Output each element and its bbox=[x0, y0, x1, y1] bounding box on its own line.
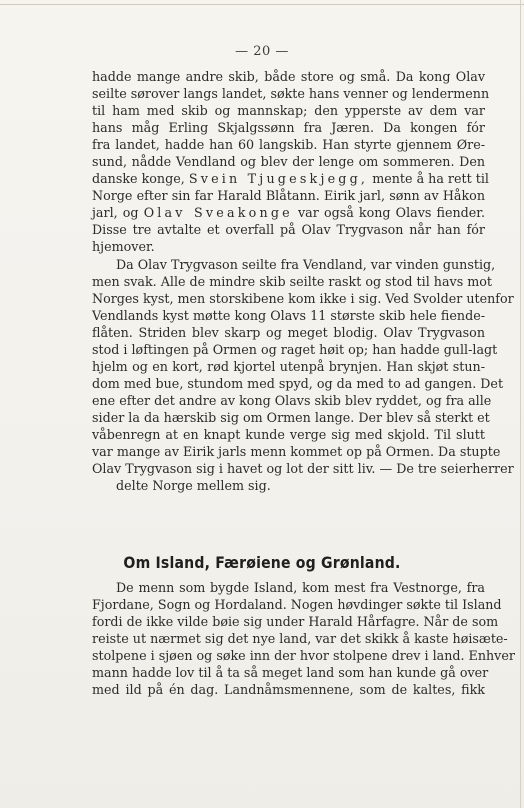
text-line: ene efter det andre av kong Olavs skib blev ryddet, og fra alle bbox=[92, 392, 492, 408]
text-line: til ham med skib og mannskap; den ypperste av dem var bbox=[92, 103, 485, 119]
text-fragment: danske konge, bbox=[92, 171, 185, 187]
text-line: seilte sørover langs landet, søkte hans venner og lendermenn bbox=[92, 86, 490, 102]
text-line: hadde mange andre skib, både store og små. Da kong Olav bbox=[92, 69, 485, 84]
text-line: Vendlands kyst møtte kong Olavs 11 største skib hele fiende- bbox=[92, 307, 485, 323]
text-line: Fjordane, Sogn og Hordaland. Nogen høvdinger søkte til Island bbox=[92, 597, 502, 613]
body-text-main bbox=[92, 68, 514, 494]
text-line: delte Norge mellem sig. bbox=[116, 478, 271, 494]
text-fragment: jarl, og bbox=[92, 205, 139, 221]
text-line: hjemover. bbox=[92, 239, 155, 255]
text-line bbox=[92, 204, 485, 221]
text-line: fra landet, hadde han 60 langskib. Han styrte gjennem Øre- bbox=[92, 137, 485, 153]
text-fragment: mente å ha rett til bbox=[372, 171, 489, 187]
text-line: Norges kyst, men storskibene kom ikke i sig. Ved Svolder utenfor bbox=[92, 290, 514, 306]
text-fragment: var også kong Olavs fiender. bbox=[298, 205, 485, 221]
text-line: mann hadde lov til å ta så meget land som han kunde gå over bbox=[92, 665, 489, 681]
section-heading: Om Island, Færøiene og Grønland. bbox=[123, 553, 401, 572]
text-line: reiste ut nærmet sig det nye land, var det skikk å kaste høisæte- bbox=[92, 631, 508, 647]
text-line: dom med bue, stundom med spyd, og da med to ad gangen. Det bbox=[92, 375, 504, 391]
text-line: Norge efter sin far Harald Blåtann. Eirik jarl, sønn av Håkon bbox=[92, 188, 485, 204]
page-right-edge bbox=[520, 0, 521, 808]
text-line: hans måg Erling Skjalgssønn fra Jæren. Da kongen fór bbox=[92, 120, 485, 136]
text-line: men svak. Alle de mindre skib seilte raskt og stod til havs mot bbox=[92, 273, 493, 289]
spaced-name-olav: Olav Sveakonge bbox=[143, 205, 293, 221]
text-line: Disse tre avtalte et overfall på Olav Trygvason når han fór bbox=[92, 222, 485, 238]
text-line: stolpene i sjøen og søke inn der hvor stolpene drev i land. Enhver bbox=[92, 648, 515, 664]
spaced-name-svein: Svein Tjugeskjegg, bbox=[188, 171, 369, 187]
text-line: Olav Trygvason sig i havet og lot der sitt liv. — De tre seierherrer bbox=[92, 461, 514, 477]
page-number: — 20 — bbox=[235, 44, 289, 59]
text-line: var mange av Eirik jarls menn kommet op på Ormen. Da stupte bbox=[92, 444, 501, 460]
page-top-edge bbox=[0, 4, 524, 5]
text-line: sider la da hærskib sig om Ormen lange. Der blev så sterkt et bbox=[92, 409, 490, 425]
text-line: hjelm og en kort, rød kjortel utenpå brynjen. Han skjøt stun- bbox=[92, 358, 485, 374]
text-line: Da Olav Trygvason seilte fra Vendland, var vinden gunstig, bbox=[116, 256, 496, 272]
text-line: våbenregn at en knapt kunde verge sig med skjold. Til slutt bbox=[92, 426, 485, 442]
text-line: De menn som bygde Island, kom mest fra Vestnorge, fra bbox=[116, 580, 485, 595]
text-line: sund, nådde Vendland og blev der lenge om sommeren. Den bbox=[92, 154, 485, 170]
body-text-section bbox=[92, 579, 515, 698]
text-line: med ild på én dag. Landnåmsmennene, som de kaltes, fikk bbox=[92, 682, 485, 698]
text-line bbox=[92, 170, 489, 187]
text-line: stod i løftingen på Ormen og raget høit op; han hadde gull-lagt bbox=[92, 341, 498, 357]
text-line: flåten. Striden blev skarp og meget blodig. Olav Trygvason bbox=[92, 324, 485, 340]
text-line: fordi de ikke vilde bøie sig under Harald Hårfagre. Når de som bbox=[92, 614, 499, 630]
